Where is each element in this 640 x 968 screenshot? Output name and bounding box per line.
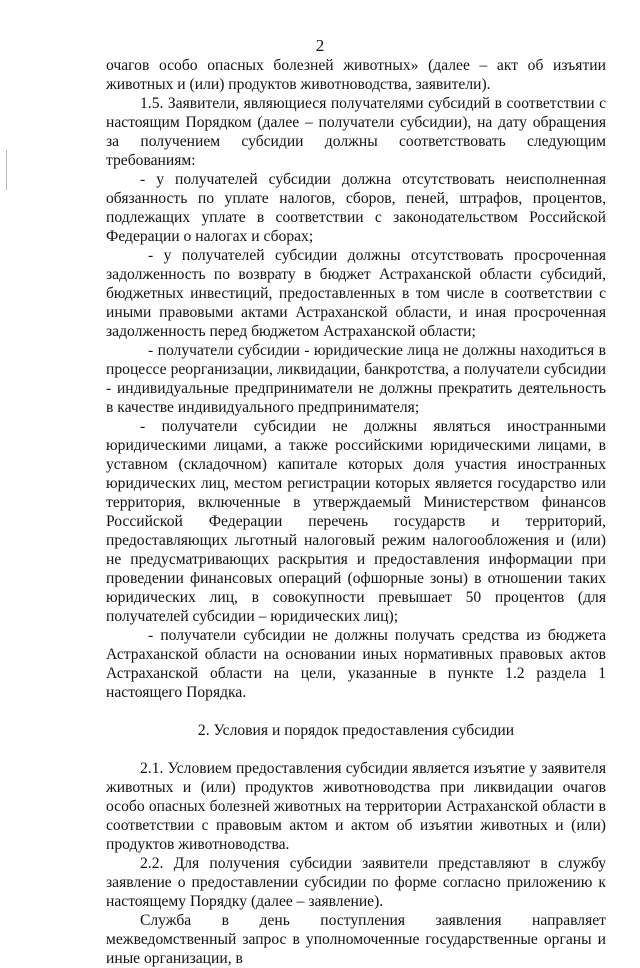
requirement-taxes: - у получателей субсидии должна отсутствовать неисполненная обязанность по уплате налогов, сборов, пеней, штрафов, процентов, подлежащих уплате в соответствии с законодательством Российской Федерации о налогах и сборах; bbox=[106, 171, 606, 245]
page-number: 2 bbox=[315, 36, 325, 55]
requirement-foreign-entities: - получатели субсидии не должны являться иностранными юридическими лицами, а также российскими юридическими лицами, в уставном (складочном) капитале которых доля участия иностранных юридических лиц, местом регистрации которых является государство или территория, включенные в утверждаемый Министерством финансов Российской Федерации перечень государств и территорий, предоставляющих льготный налоговый режим налогообложения и (или) не предусматривающих раскрытия и предоставления информации при проведении финансовых операций (офшорные зоны) в отношении таких юридических лиц, в совокупности превышает 50 процентов (для получателей субсидии – юридических лиц); bbox=[106, 418, 606, 625]
scan-margin-mark bbox=[6, 150, 7, 190]
section-heading: 2. Условия и порядок предоставления субсидии bbox=[197, 722, 515, 739]
requirement-other-funds: - получатели субсидии не должны получать средства из бюджета Астраханской области на основании иных нормативных правовых актов Астраханской области на цели, указанные в пункте 1.2 раздела 1 настоящего Порядка. bbox=[106, 627, 606, 701]
requirement-debt: - у получателей субсидии должны отсутствовать просроченная задолженность по возврату в бюджет Астраханской области субсидий, бюджетных инвестиций, предоставленных в том числе в соответствии с иными правовыми актами Астраханской области, и иная просроченная задолженность перед бюджетом Астраханской области; bbox=[106, 247, 606, 340]
paragraph-1-5: 1.5. Заявители, являющиеся получателями субсидий в соответствии с настоящим Порядком (далее – получатели субсидии), на дату обращения за получением субсидии должны соответствовать следующим требованиям: bbox=[106, 95, 606, 169]
paragraph-2-2: 2.2. Для получения субсидии заявители представляют в службу заявление о предоставлении субсидии по форме согласно приложению к настоящему Порядку (далее – заявление). bbox=[106, 855, 606, 910]
paragraph-service-request: Служба в день поступления заявления направляет межведомственный запрос в уполномоченные государственные органы и иные организации, в bbox=[106, 912, 606, 967]
requirement-reorganization: - получатели субсидии - юридические лица не должны находиться в процессе реорганизации, ликвидации, банкротства, а получатели субсидии - индивидуальные предприниматели не должны прекратить деятельность в качестве индивидуального предпринимателя; bbox=[106, 342, 606, 416]
document-body bbox=[106, 56, 606, 968]
paragraph-2-1: 2.1. Условием предоставления субсидии является изъятие у заявителя животных и (или) продуктов животноводства при ликвидации очагов особо опасных болезней животных на территории Астраханской области в соответствии с правовым актом и актом об изъятии животных и (или) продуктов животноводства. bbox=[106, 760, 606, 853]
paragraph-continuation: очагов особо опасных болезней животных» (далее – акт об изъятии животных и (или) продуктов животноводства, заявители). bbox=[106, 57, 606, 93]
